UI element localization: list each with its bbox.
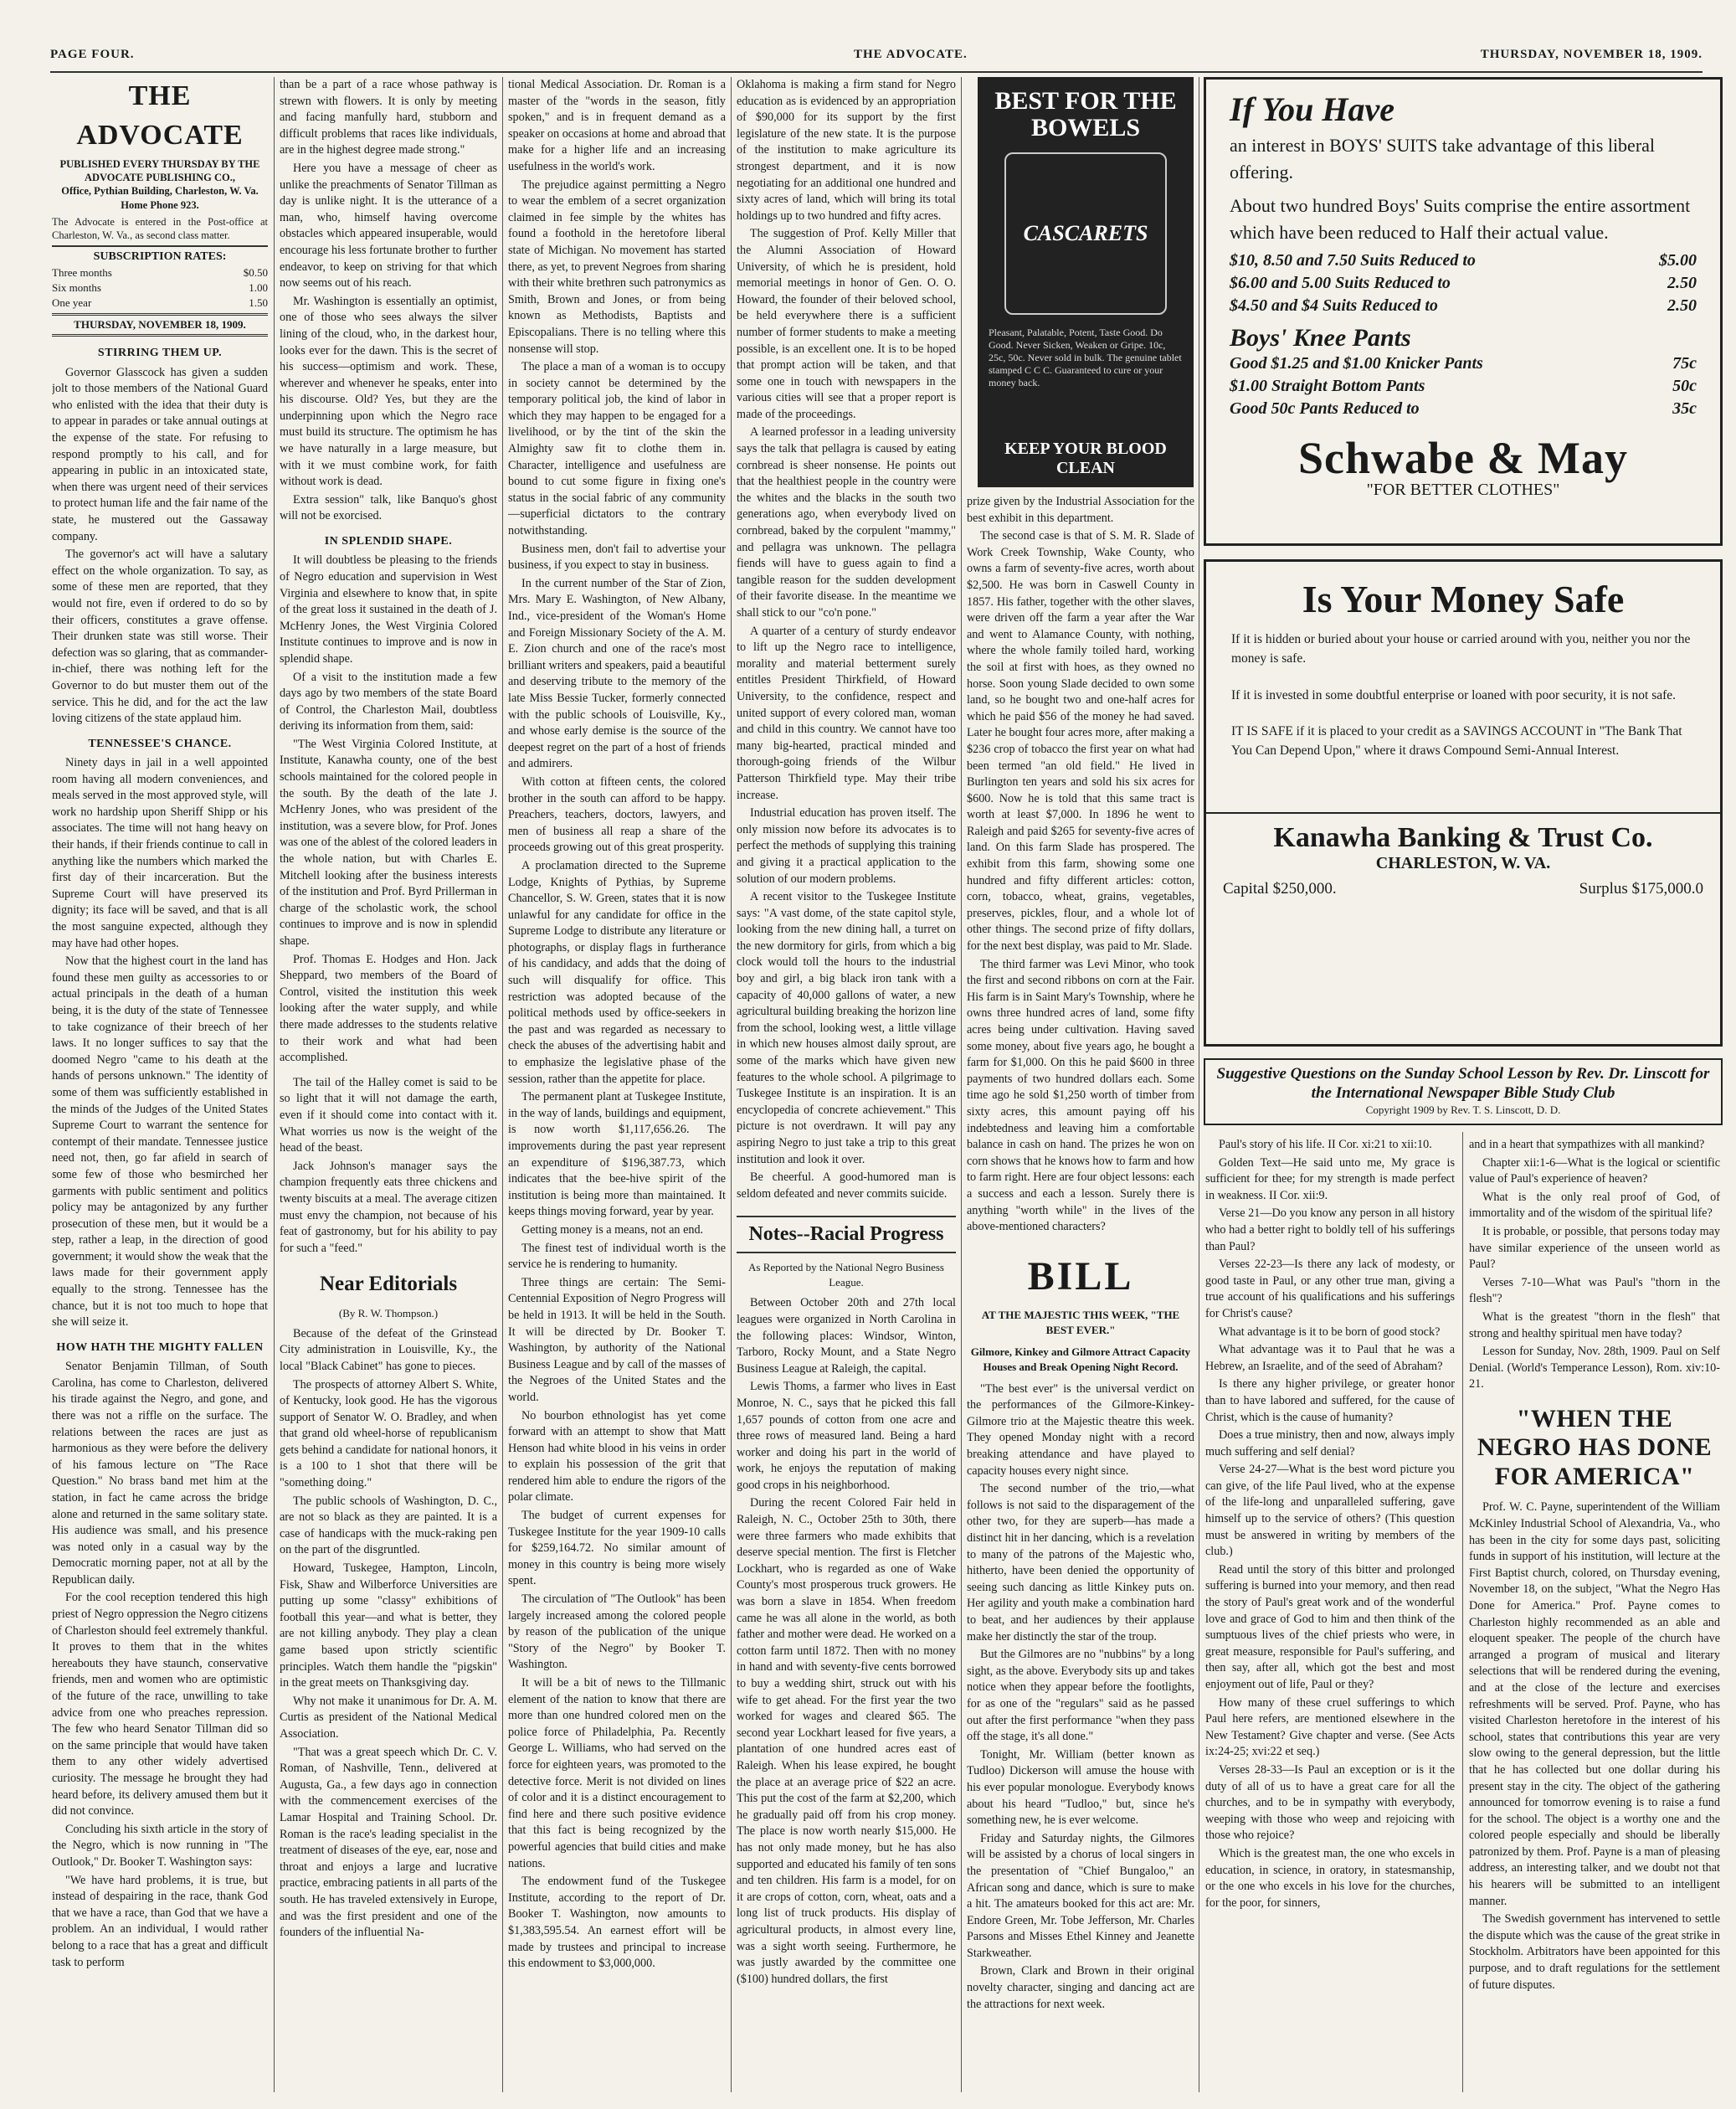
paragraph: Why not make it unanimous for Dr. A. M. Curtis as president of the National Medical Association. [280,1694,497,1741]
byline: As Reported by the National Negro Business League. [748,1261,944,1289]
price-row [1206,249,1720,272]
paragraph: Brown, Clark and Brown in their original novelty character, singing and dancing act are the attractions for next week. [967,1964,1194,2011]
paragraph: It will doubtless be pleasing to the friends of Negro education and supervision in West Virginia and elsewhere to know that, in spite of the great loss it sustained in the death of J. McHenry Jones, the West Virginia Colored Institute continues to improve and is now in splendid shape. [280,553,497,666]
paragraph: The second number of the trio,—what follows is not said to the disparagement of the other two, for they are superb—has made a distinct hit in her dancing, which is a revelation to many of the patrons of the Majestic who, hitherto, have been denied the opportunity of seeing such dancing as little Kinkey puts on. Her agility and youth make a combination hard to beat, and her audiences by their applause make her distinctly the star of the troup. [967,1482,1194,1643]
paragraph: Howard, Tuskegee, Hampton, Lincoln, Fisk, Shaw and Wilberforce Universities are putting up some "classy" exhibitions of football this year—and what is better, they are not killing anybody. They play a clean game based upon strictly scientific principles. Watch them handle the "pigskin" in the great meets on Thanksgiving day. [280,1561,497,1690]
rates-row [52,280,268,296]
bill-subhead: AT THE MAJESTIC THIS WEEK, "THE BEST EVER." [981,1308,1180,1336]
paragraph: "The best ever" is the universal verdict on the performances of the Gilmore-Kinkey-Gilmore trio at the Majestic theatre this week. They opened Monday night with a record breaking attendance and have played to capacity houses every night since. [967,1381,1194,1478]
paragraph: But the Gilmores are no "nubbins" by a long sight, as the above. Everybody sits up and takes notice when they appear before the footlights, for as one of the "regulars" said as he passed out after the first performance "when they pass off the stage, it's all done." [967,1648,1194,1744]
bank-ad [1204,559,1723,1047]
price-label: $1.00 Straight Bottom Pants [1230,376,1425,395]
masthead-title: THE ADVOCATE [76,80,244,151]
paragraph: Business men, don't fail to advertise your business, if you expect to stay in business. [508,542,726,573]
paragraph: Governor Glasscock has given a sudden jolt to those members of the National Guard who enlisted with the idea that their duty is to appear in parades or take annual outings at the expense of the state. For refusing to respond promptly to his call, and for appearing in public in an intoxicated state, when there was urgent need of their services to protect human life and the fair name of the state, he mustered out the Gassaway company. [52,365,268,543]
product-name: CASCARETS [1023,221,1148,245]
price-value: 35c [1672,399,1697,418]
byline: (By R. W. Thompson.) [338,1306,439,1319]
masthead-published: PUBLISHED EVERY THURSDAY BY THE ADVOCATE PUBLISHING CO., [59,157,260,184]
paragraph: With cotton at fifteen cents, the colored brother in the south can afford to be happy. Preachers, teachers, doctors, lawyers, and men of business all reap a share of the proceeds growing out of this great prosperity. [508,774,726,855]
paragraph: Golden Text—He said unto me, My grace is sufficient for thee; for my strength is made perfect in weakness. II Cor. xii:9. [1205,1155,1455,1202]
bank-surplus: Surplus $175,000.0 [1579,880,1703,898]
ad-title: BEST FOR THE BOWELS [994,87,1177,141]
paragraph: Of a visit to the institution made a few days ago by two members of the state Board of Control, the Charleston Mail, doubtless deriving its information from them, said: [280,670,497,733]
paragraph: Paul's story of his life. II Cor. xi:21 to xii:10. [1219,1138,1432,1151]
ad-body: Pleasant, Palatable, Potent, Taste Good. Do Good. Never Sicken, Weaken or Gripe. 10c, 25c, 50c. Never sold in bulk. The genuine tablet stamped C C C. Guaranteed to cure or your money back. [989,327,1182,388]
ad-body: If it is hidden or buried about your house or carried around with you, neither you nor the money is safe. [1231,632,1691,666]
column-2 [280,77,497,2092]
column-rule [961,77,962,2092]
paragraph: How many of these cruel sufferings to which Paul here refers, are mentioned elsewhere in the New Testament? Give chapter and verse. (See Acts ix:24-25; xvi:22 et seq.) [1205,1695,1455,1759]
paragraph: Does a true ministry, then and now, always imply much suffering and self denial? [1205,1428,1455,1458]
paragraph: Three things are certain: The Semi-Centennial Exposition of Negro Progress will be held in 1913. It will be held in the South. It will be directed by Dr. Booker T. Washington, by authority of the National Business League and by call of the masses of the Negroes of the United States and the world. [508,1275,726,1404]
paragraph: No bourbon ethnologist has yet come forward with an attempt to show that Matt Henson had white blood in his veins in order to explain his possession of the grit that rendered him able to endure the rigors of the polar climate. [508,1408,726,1505]
paragraph: The tail of the Halley comet is said to be so light that it will not damage the earth, even if it should come into contact with it. What worries us now is the weight of the head of the beast. [280,1075,497,1155]
rates-table [52,265,268,311]
folio-line [50,46,1703,73]
rates-row [52,265,268,280]
rate-term: One year [52,296,92,309]
headline-stirring: STIRRING THEM UP. [97,347,223,360]
paragraph: The finest test of individual worth is the service he is rendering to humanity. [508,1241,726,1272]
paragraph: "We have hard problems, it is true, but instead of despairing in the race, thank God that we have a race, than God that we have a problem. An an individual, I would rather belong to a race that has a great and difficult task to perform [52,1873,268,1969]
paragraph: Verse 21—Do you know any person in all history who had a better right to boldly tell of his sufferings than Paul? [1205,1206,1455,1253]
paragraph: The prospects of attorney Albert S. White, of Kentucky, look good. He has the vigorous support of Senator W. O. Bradley, and when that grand old wheel-horse of republicanism gets behind a candidate for national honors, it is a 100 to 1 shot that there will be "something doing." [280,1377,497,1490]
price-row [1206,352,1720,375]
bank-city: CHARLESTON, W. VA. [1375,854,1551,873]
cascarets-ad [978,77,1194,487]
rate-price: $0.50 [243,265,268,279]
headline-racial-progress: Notes--Racial Progress [737,1216,956,1253]
brand-name: Schwabe & May [1298,432,1628,483]
paragraph: It will be a bit of news to the Tillmanic element of the nation to know that there are more than one hundred colored men on the police force of Philadelphia, Pa. Recently George L. Williams, who had served on the force for eighteen years, was promoted to the detective force. Merit is not divided on lines of color and it is a distinct encouragement to find here and there such positive evidence that this fact is being recognized by the powerful agencies that build cities and make nations. [508,1676,726,1870]
paragraph: A proclamation directed to the Supreme Lodge, Knights of Pythias, by Supreme Chancellor, S. W. Green, states that it is now unlawful for any candidate for office in the Supreme Lodge to distribute any literature or photographs, or display flags in furtherance of his candidacy, and adds that the doing of such will disqualify for office. This restriction was adopted because of the political methods used by office-seekers in the past and was regarded as necessary to check the abuses of the advertising habit and to emphasize the legislative phase of the session, rather than the appetite for place. [508,858,726,1086]
brand-slogan: "FOR BETTER CLOTHES" [1366,480,1560,499]
column-1 [52,77,268,2092]
price-row [1206,398,1720,420]
price-row [1206,295,1720,317]
price-row [1206,375,1720,398]
column-6 [1205,1137,1455,2092]
column-7 [1469,1137,1720,2092]
ad-body: IT IS SAFE if it is placed to your credit as a SAVINGS ACCOUNT in "The Bank That You Can Depend Upon," where it draws Compound Semi-Annual Interest. [1231,723,1682,758]
paragraph: Read until the story of this bitter and prolonged suffering is burned into your memory, and then read the story of Paul's great work and of the wonderful love and grace of God to him and then think of the sumptuous lives of the chief priests who were, in great measure, responsible for Paul's suffering, and then say, after all, which got the best and most enjoyment out of life, Paul or they? [1205,1562,1455,1691]
paragraph: "The West Virginia Colored Institute, at Institute, Kanawha county, one of the best schools maintained for the colored people in the south. By the death of the late J. McHenry Jones, who was president of the institution, was a severe blow, for Prof. Jones was one of the ablest of the colored leaders in the whole nation, but with Charles E. Mitchell looking after the business interests of the institution and Prof. Byrd Prillerman in charge of the scholastic work, the school continues to improve and is now in splendid shape. [280,737,497,948]
paragraph: A recent visitor to the Tuskegee Institute says: "A vast dome, of the state capitol style, looking from the new dining hall, a turret on the new dormitory for girls, from which a big clock would toll the hours to the industrial boy and girl, a big black iron tank with a capacity of 40,000 gallons of water, a new agricultural building breaking the horizon line from the school, looking west, a little village in which new houses almost daily sprout, are some of the marks which have given new features to the whole school. A pilgrimage to Tuskegee Institute is an inspiration. It is an encyclopedia of concrete achievement." This picture is not overdrawn. It will pay any aspiring Negro to just take a trip to this great institution and look it over. [737,890,956,1166]
column-rule [502,77,503,2092]
paragraph: Ninety days in jail in a well appointed room having all modern conveniences, and meals served in the most approved style, will work no hardship upon Sheriff Shipp or his associates. The time will not hang heavy on their hands, if their friends continue to call in anything like the numbers which marked the first day of their incarceration. But the Supreme Court will have preserved its dignity; its face will be saved, and that is all the most sanguine expected, although they may have had other hopes. [52,756,268,950]
paragraph: Oklahoma is making a firm stand for Negro education as is evidenced by an appropriation of $90,000 for its support by the first legislature of the new state. It is the purpose of the institution to make agriculture its strongest department, and it is now negotiating for an additional one hundred and sixty acres of land, which will bring its total holdings up to two hundred and fifty acres. [737,78,956,223]
price-label: Good 50c Pants Reduced to [1230,399,1420,418]
bank-name: Kanawha Banking & Trust Co. [1273,822,1653,854]
rates-row [52,296,268,311]
paragraph: Mr. Washington is essentially an optimist, one of those who sees always the silver lining of the cloud, who, in the darkest hour, looks ever for the dawn. This is the secret of his success—optimism and work. These, wherever and whenever he speaks, enter into his discourse. Old? Yes, but they are the underpinning upon which the Negro race must build its structure. The optimism he has we have naturally in a large measure, but with it we must combine work, for faith without work is dead. [280,294,497,489]
ad-subtitle: Boys' Knee Pants [1230,323,1411,352]
column-5 [967,494,1194,2092]
price-value: 2.50 [1667,273,1697,292]
paragraph: Verses 22-23—Is there any lack of modesty, or good taste in Paul, or any other true man, giving a true account of his qualifications and his sufferings for Christ's cause? [1205,1258,1455,1320]
paragraph: Verses 28-33—Is Paul an exception or is it the duty of all of us to have a great care for all the churches, and to be in sympathy with everybody, weeping with those who weep and rejoicing with those who rejoice? [1205,1762,1455,1843]
column-4 [737,77,956,2092]
rate-price: 1.00 [249,280,268,294]
paragraph: Friday and Saturday nights, the Gilmores will be assisted by a chorus of local singers in the presentation of "Chief Bungaloo," an African song and dance, which is sure to make a hit. The amateurs booked for this act are: Mr. Endore Green, Mr. Tobe Jefferson, Mr. Charles Parsons and Misses Ethel Kinney and Jeanette Starkweather. [967,1831,1194,1960]
column-rule [731,77,732,2092]
paragraph: For the cool reception tendered this high priest of Negro oppression the Negro citizens of Charleston should feel extremely thankful. It proves to them that in the whites hereabouts they have staunch, conservative friends, men and women who are optimistic of the future of the race, unwilling to take advice from one who preaches repression. The few who heard Senator Tillman did so on the same principle that would have taken them to any other widely advertised curiosity. The message he brought they had heard before, its delivery amused them but it did not convince. [52,1591,268,1818]
column-3 [508,77,726,2092]
price-label: $10, 8.50 and 7.50 Suits Reduced to [1230,250,1476,270]
price-value: 50c [1672,376,1697,395]
price-value: $5.00 [1659,250,1697,270]
paragraph: Between October 20th and 27th local leagues were organized in North Carolina in the following places: Windsor, Winton, Tarboro, Rocky Mount, and a State Negro Business League at Raleigh, the capital. [737,1296,956,1376]
paragraph: During the recent Colored Fair held in Raleigh, N. C., October 25th to 30th, there were three farmers who made exhibits that deserve special mention. The first is Fletcher Lockhart, who is regarded as one of Wake County's most prosperous truck growers. He was born a slave in 1854. When freedom came he was all alone in the world, as both father and mother were dead. He worked on a cotton farm until 1872. Then with no money in hand and with seventy-five cents borrowed to buy a wedding shirt, struck out with his wife to get ahead. For the first year the two worked for wages and cleared $65. The second year Lockhart leased for five years, a plantation of one hundred acres east of Raleigh. When his lease expired, he bought the place at an average price of $22 an acre. This put the cost of the farm at $2,200, which he gradually paid off from his crop money. The place is now worth nearly $15,000. He has not only made money, but he has also supported and educated his family of ten sons and ten children. His farm is a model, for on it are crops of cotton, corn, wheat, oats and a long list of truck products. His display of agricultural products, in almost every line, was a sight worth seeing. Furthermore, he was justly awarded by the committee one ($100) hundred dollars, the first [737,1496,956,1986]
ad-body: About two hundred Boys' Suits comprise the entire assortment which have been reduced to Half their actual value. [1230,194,1691,243]
paragraph: Which is the greatest man, the one who excels in education, in science, in oratory, in statesmanship, or the one who excels in his love for the churches, for the poor, for sinners, [1205,1846,1455,1910]
paragraph: The permanent plant at Tuskegee Institute, in the way of lands, buildings and equipment, is now worth $1,117,656.26. The improvements during the past year represent an expenditure of $196,387.73, which indicates that the bee-hive spirit of the institution is being more than maintained. It keeps things moving forward, year by year. [508,1090,726,1219]
paragraph: The place a man of a woman is to occupy in society cannot be determined by the temporary political job, the kind of labor in which they may happen to be engaged for a livelihood, or by the tint of the skin the Almighty saw fit to clothe them in. Character, intelligence and usefulness are bound to cut some figure in fixing one's status in the social fabric of any community—superficial dictators to the contrary notwithstanding. [508,360,726,538]
page-number: PAGE FOUR. [50,48,135,61]
paragraph: Prof. Thomas E. Hodges and Hon. Jack Sheppard, two members of the Board of Control, visited the institution this week looking after the water supply, and while there made addresses to the students relative to their work and what had been accomplished. [280,952,497,1065]
paragraph: In the current number of the Star of Zion, Mrs. Mary E. Washington, of New Albany, Ind., vice-president of the Woman's Home and Foreign Missionary Society of the A. M. E. Zion church and one of the race's most brilliant writers and speakers, paid a beautiful and deserving tribute to the memory of the late Miss Bessie Tucker, formerly connected with the public schools of Louisville, Ky., and whose early demise is the source of the deepest regret on the part of a host of friends and admirers. [508,576,726,771]
paragraph: Now that the highest court in the land has found these men guilty as accessories to or actual principals in the death of a human being, it is the duty of the state of Tennessee to take cognizance of their breech of her laws. It no longer suffices to say that the doomed Negro "came to his death at the hands of persons unknown." The identity of some of them was sufficiently established in the minds of the Judges of the United States Supreme Court to warrant the sentence for contempt of their mandate. Tennessee justice need not, then, go far afield in search of some few of those who besmirched her garments with public sentiment and politics policy may be antagonized by any further prosecution of these men, but it would be a step, rather a leap, in the direction of good government; it would show the weak that the laws made for their government apply equally to the strong. Tennessee has the chance, but it is not too much to hope that she will seize it. [52,954,268,1330]
paragraph: Verse 24-27—What is the best word picture you can give, of the life Paul lived, who at the expense of the life-long and unparalleled suffering, gave himself up to the service of others? (This question must be answered in writing by members of the club.) [1205,1463,1455,1559]
issue-dateline: THURSDAY, NOVEMBER 18, 1909. [52,313,268,337]
lesson-title: Suggestive Questions on the Sunday School Lesson by Rev. Dr. Linscott for the International Newspaper Bible Study Club [1216,1065,1710,1102]
paragraph: The suggestion of Prof. Kelly Miller that the Alumni Association of Howard University, of which he is president, hold memorial meetings in honor of Gen. O. O. Howard, the founder of their beloved school, be held everywhere there is a sufficient number of former students to make a meeting possible, is an excellent one. It is to be hoped that prompt action will be taken, and that some one in touch with newspapers in the various cities will see that a proper report is made of the proceedings. [737,227,956,421]
headline-tennessee: TENNESSEE'S CHANCE. [88,737,232,750]
ad-body: an interest in BOYS' SUITS take advantage of this liberal offering. [1230,135,1656,183]
price-label: $6.00 and 5.00 Suits Reduced to [1230,273,1451,292]
rate-term: Three months [52,265,112,279]
masthead-entered: The Advocate is entered in the Post-office at Charleston, W. Va., as second class matter. [52,215,268,242]
paragraph: Extra session" talk, like Banquo's ghost will not be exorcised. [280,492,497,523]
paragraph: Prof. W. C. Payne, superintendent of the William McKinley Industrial School of Alexandria, Va., who has been in the city for some days past, soliciting funds in support of his institution, will lecture at the First Baptist church, colored, on Thursday evening, November 18, on the subject, "What the Negro Has Done for America." Prof. Payne comes to Charleston highly recommended as an able and eloquent speaker. The people of the church have arranged a program of musical and literary selections that will be rendered during the evening, and at the close of the lecture and exercises refreshments will be served. Prof. Payne, who has visited Charleston heretofore in the interest of his school, states that contributions this year are very slow owing to the general depression, but the little that he has collected but one dollar during his present stay in the city. The object of the gathering announced for tomorrow evening is to raise a fund for the school. The object is a worthy one and the colored people especially and should be liberally patronized by them. Prof. Payne is a man of pleasing address, an interesting talker, and we doubt not that his hearers will be submitted to an intelligent manner. [1469,1500,1720,1908]
bill-subhead-2: Gilmore, Kinkey and Gilmore Attract Capacity Houses and Break Opening Night Record. [970,1345,1191,1373]
product-box-icon [1004,152,1167,315]
bank-capital: Capital $250,000. [1223,880,1337,898]
lesson-copyright: Copyright 1909 by Rev. T. S. Linscott, D. D. [1365,1103,1561,1116]
paragraph: Industrial education has proven itself. The only mission now before its advocates is to perfect the methods of supplying this training and giving it a practical application to the solution of our modern problems. [737,806,956,886]
headline-near-editorials: Near Editorials [319,1273,458,1296]
price-label: $4.50 and $4 Suits Reduced to [1230,296,1438,315]
paragraph: The second case is that of S. M. R. Slade of Work Creek Township, Wake County, who owns a farm of seventy-five acres, worth about $2,500. He was born in Caswell County in 1857. His father, together with the other slaves, were driven off the farm a year after the War and went to Alamance County, with nothing, where the whole family toiled hard, working the soil at first with hoes, as they owned no horse. Soon young Slade decided to own some land, so he bought two and one-half acres for which he paid $56 of the money he had saved. Later he bought four acres more, after making a $236 crop of tobacco the first year on what had been termed "an old field." He lived in Burlington ten years and sold his six acres for $600. Now he is told that this same tract is worth at least $7,000. In 1896 he went to Raleigh and paid $265 for seventy-five acres of land. On this farm Slade has prospered. The exhibit from this farm, showing some one hundred and fifty different articles: cotton, corn, tobacco, wheat, grains, vegetables, preserves, pickles, flour, and a whole lot of other things. The second prize of fifty dollars, for the next best display, was paid to Mr. Slade. [967,529,1194,954]
paragraph: Lewis Thoms, a farmer who lives in East Monroe, N. C., says that he picked this fall 1,657 pounds of cotton from one acre and three rows of measured land. Being a hard worker and doing his part in the world of work, he enjoys the reputation of making good crops in his neighborhood. [737,1380,956,1492]
price-label: Good $1.25 and $1.00 Knicker Pants [1230,353,1483,373]
paragraph: The governor's act will have a salutary effect on the whole organization. To say, as some of these men are reported, that they would not fire, even if ordered to do so by their officers, constitutes a grave offense. Their drunken state was still worse. Their defection was so glaring, that as commander-in-chief, there was nothing left for the Governor to do but muster them out of the service. This he did, and for the act the law loving citizens of the state applaud him. [52,548,268,726]
paragraph: than be a part of a race whose pathway is strewn with flowers. It is only by meeting and facing manfully hard, stubborn and difficult problems that races like individuals, are in the highest degree made strong." [280,78,497,157]
paragraph: tional Medical Association. Dr. Roman is a master of the "words in the season, fitly spoken," and is in frequent demand as a speaker on occasions at home and abroad that make for a higher life and an increasing usefulness in the world's work. [508,78,726,173]
paragraph: Chapter xii:1-6—What is the logical or scientific value of Paul's experience of heaven? [1469,1155,1720,1186]
paragraph: Getting money is a means, not an end. [521,1222,704,1237]
paragraph: Tonight, Mr. William (better known as Tudloo) Dickerson will amuse the house with his ever popular monologue. Everybody knows about his heard "Tudloo," but, since he's something new, he is ever welcome. [967,1747,1194,1828]
price-row [1206,272,1720,295]
paragraph: Here you have a message of cheer as unlike the preachments of Senator Tillman as day is unlike night. It is the utterance of a man, who, himself having overcome obstacles which appeared insuperable, would encourage his less fortunate brother to further endeavor, to keep on striving for that which now seems out of his reach. [280,161,497,291]
column-rule [274,77,275,2092]
rates-title: SUBSCRIPTION RATES: [52,245,268,265]
paragraph: The prejudice against permitting a Negro to wear the emblem of a secret organization claimed in fee simple by the whites has found a foothold in the heretofore liberal state of Michigan. No movement has started there, as yet, to prevent Negroes from sharing with their white brethren such patronymics as Smith, Brown and Jones, or from being known as Methodists, Baptists and Episcopalians. There is no telling where this nonsense will stop. [508,177,726,356]
paragraph: Is there any higher privilege, or greater honor than to have labored and suffered, for the cause of Christ, which is the cause of humanity? [1205,1377,1455,1424]
paragraph: Concluding his sixth article in the story of the Negro, which is now running in "The Outlook," Dr. Booker T. Washington says: [52,1822,268,1869]
paper-name-folio: THE ADVOCATE. [854,48,968,61]
rate-term: Six months [52,280,101,294]
headline-mighty-fallen: HOW HATH THE MIGHTY FALLEN [56,1340,264,1354]
paragraph: The third farmer was Levi Minor, who took the first and second ribbons on corn at the Fair. His farm is in Saint Mary's Township, where he owns three hundred acres of land, some fifty acres being under cultivation. Having saved some money, about five years ago, he bought a farm for $1,000. On this he paid $600 in three payments of two hundred dollars each. Some time ago he sold $1,250 worth of timber from sixty acres, this amount paying off his indebtedness and leaving him a comfortable balance in cash on hand. The prizes he won on corn shows that he knows how to farm and how to farm right. Here are four object lessons: each a success and each a lesson. Surely there is anything "worth while" in the lives of the above-mentioned characters? [967,957,1194,1234]
paragraph: A learned professor in a leading university says the talk that pellagra is caused by eating cornbread is sheer nonsense. He points out that the healthiest people in the country were the whites and the blacks in the south two generations ago, when everybody lived on cornbread, baked by the corpulent "mammy," and pellagra was unknown. The pellagra fiends will have to guess again to find a tangible reason for the sudden development of their favorite disease. In the meantime we shall stick to our "co'n pone." [737,425,956,620]
paragraph: What is the greatest "thorn in the flesh" that strong and healthy spiritual men have today? [1469,1309,1720,1340]
paragraph: and in a heart that sympathizes with all mankind? [1469,1138,1705,1151]
paragraph: The public schools of Washington, D. C., are not so black as they are painted. It is a case of handicaps with the muck-raking pen on the part of the disgruntled. [280,1494,497,1557]
rate-price: 1.50 [249,296,268,309]
paragraph: What advantage is it to be born of good stock? [1219,1325,1441,1339]
paragraph: What advantage was it to Paul that he was a Hebrew, an Israelite, and of the seed of Abraham? [1205,1343,1455,1373]
ad-title: Is Your Money Safe [1302,578,1625,620]
column-rule [1462,1132,1463,2092]
masthead-phone: Home Phone 923. [121,198,199,211]
masthead-office: Office, Pythian Building, Charleston, W. Va. [61,185,259,198]
folio-date: THURSDAY, NOVEMBER 18, 1909. [1480,48,1703,61]
paragraph: "That was a great speech which Dr. C. V. Roman, of Nashville, Tenn., delivered at Augusta, Ga., a few days ago in connection with the commencement exercises of the Lamar Hospital and Training School. Dr. Roman is the race's leading specialist in the treatment of diseases of the eye, ear, nose and throat and enjoys a large and lucrative practice, embracing patients in all parts of the south. He has traveled extensively in Europe, and was the first president and one of the founders of the influential Na- [280,1745,497,1940]
paragraph: Senator Benjamin Tillman, of South Carolina, has come to Charleston, delivered his tirade against the Negro, and gone, and there was not a riffle on the surface. The relations between the races are just as harmonious as they were before the delivery of his famous lecture on "The Race Question." No brass band met him at the station, in fact he came across the bridge alone and returned in the same solitary state. His audience was small, and his presence was noted only in a casual way by the Democratic morning paper, not at all by the Republican daily. [52,1360,268,1587]
schwabe-may-ad [1204,77,1723,546]
paragraph: The budget of current expenses for Tuskegee Institute for the year 1909-10 calls for $259,164.72. No similar amount of money in this country is being more wisely spent. [508,1509,726,1588]
headline-bill: BILL [1027,1253,1134,1299]
paragraph: Be cheerful. A good-humored man is seldom defeated and never commits suicide. [737,1170,956,1201]
paragraph: The Swedish government has intervened to settle the dispute which was the cause of the great strike in Stockholm. Arbitrators have been appointed for this purpose, and to draft regulations for the settlement of future disputes. [1469,1912,1720,1992]
paragraph: Because of the defeat of the Grinstead City administration in Louisville, Ky., the local "Black Cabinet" has gone to pieces. [280,1326,497,1373]
price-value: 75c [1672,353,1697,373]
ad-body: If it is invested in some doubtful enterprise or loaned with poor security, it is not safe. [1231,687,1677,702]
bank-capital-row [1206,873,1720,905]
paragraph: What is the only real proof of God, of immortality and of the wisdom of the spiritual life? [1469,1190,1720,1221]
paragraph: The circulation of "The Outlook" has been largely increased among the colored people by reason of the publication of the unique "Story of the Negro" by Booker T. Washington. [508,1592,726,1672]
paragraph: The endowment fund of the Tuskegee Institute, according to the report of Dr. Booker T. Washington, now amounts to $1,383,595.54. An earnest effort will be made by trustees and principal to increase this endowment to $3,000,000. [508,1875,726,1971]
paragraph: A quarter of a century of sturdy endeavor to lift up the Negro race to intelligence, morality and material betterment surely entitles President Thirkfield, of Howard University, to the confidence, respect and united support of every colored man, woman and child in this country. We cannot have too many big-hearted, practical minded and thorough-going friends of the Wilbur Patterson Thirkfield type. May their tribe increase. [737,624,956,802]
price-value: 2.50 [1667,296,1697,315]
headline-negro-america: "WHEN THE NEGRO HAS DONE FOR AMERICA" [1477,1404,1713,1490]
headline-splendid-shape: IN SPLENDID SHAPE. [324,535,453,548]
ad-title: If You Have [1230,90,1395,128]
sunday-school-lesson-header [1204,1058,1723,1125]
bank-block [1206,812,1720,905]
paragraph: Jack Johnson's manager says the champion frequently eats three chickens and twenty biscuits at a meal. The average citizen must envy the champion, not because of his feat of gastronomy, but for his ability to pay for such a "feed." [280,1159,497,1255]
paragraph: It is probable, or possible, that persons today may have similar experience of the unseen world as Paul? [1469,1224,1720,1272]
paragraph: Lesson for Sunday, Nov. 28th, 1909. Paul on Self Denial. (World's Temperance Lesson), Rom. xiv:10-21. [1469,1345,1720,1391]
paragraph: prize given by the Industrial Association for the best exhibit in this department. [967,495,1194,525]
paragraph: Verses 7-10—What was Paul's "thorn in the flesh"? [1469,1275,1720,1306]
ad-footer: KEEP YOUR BLOOD CLEAN [1004,440,1167,477]
